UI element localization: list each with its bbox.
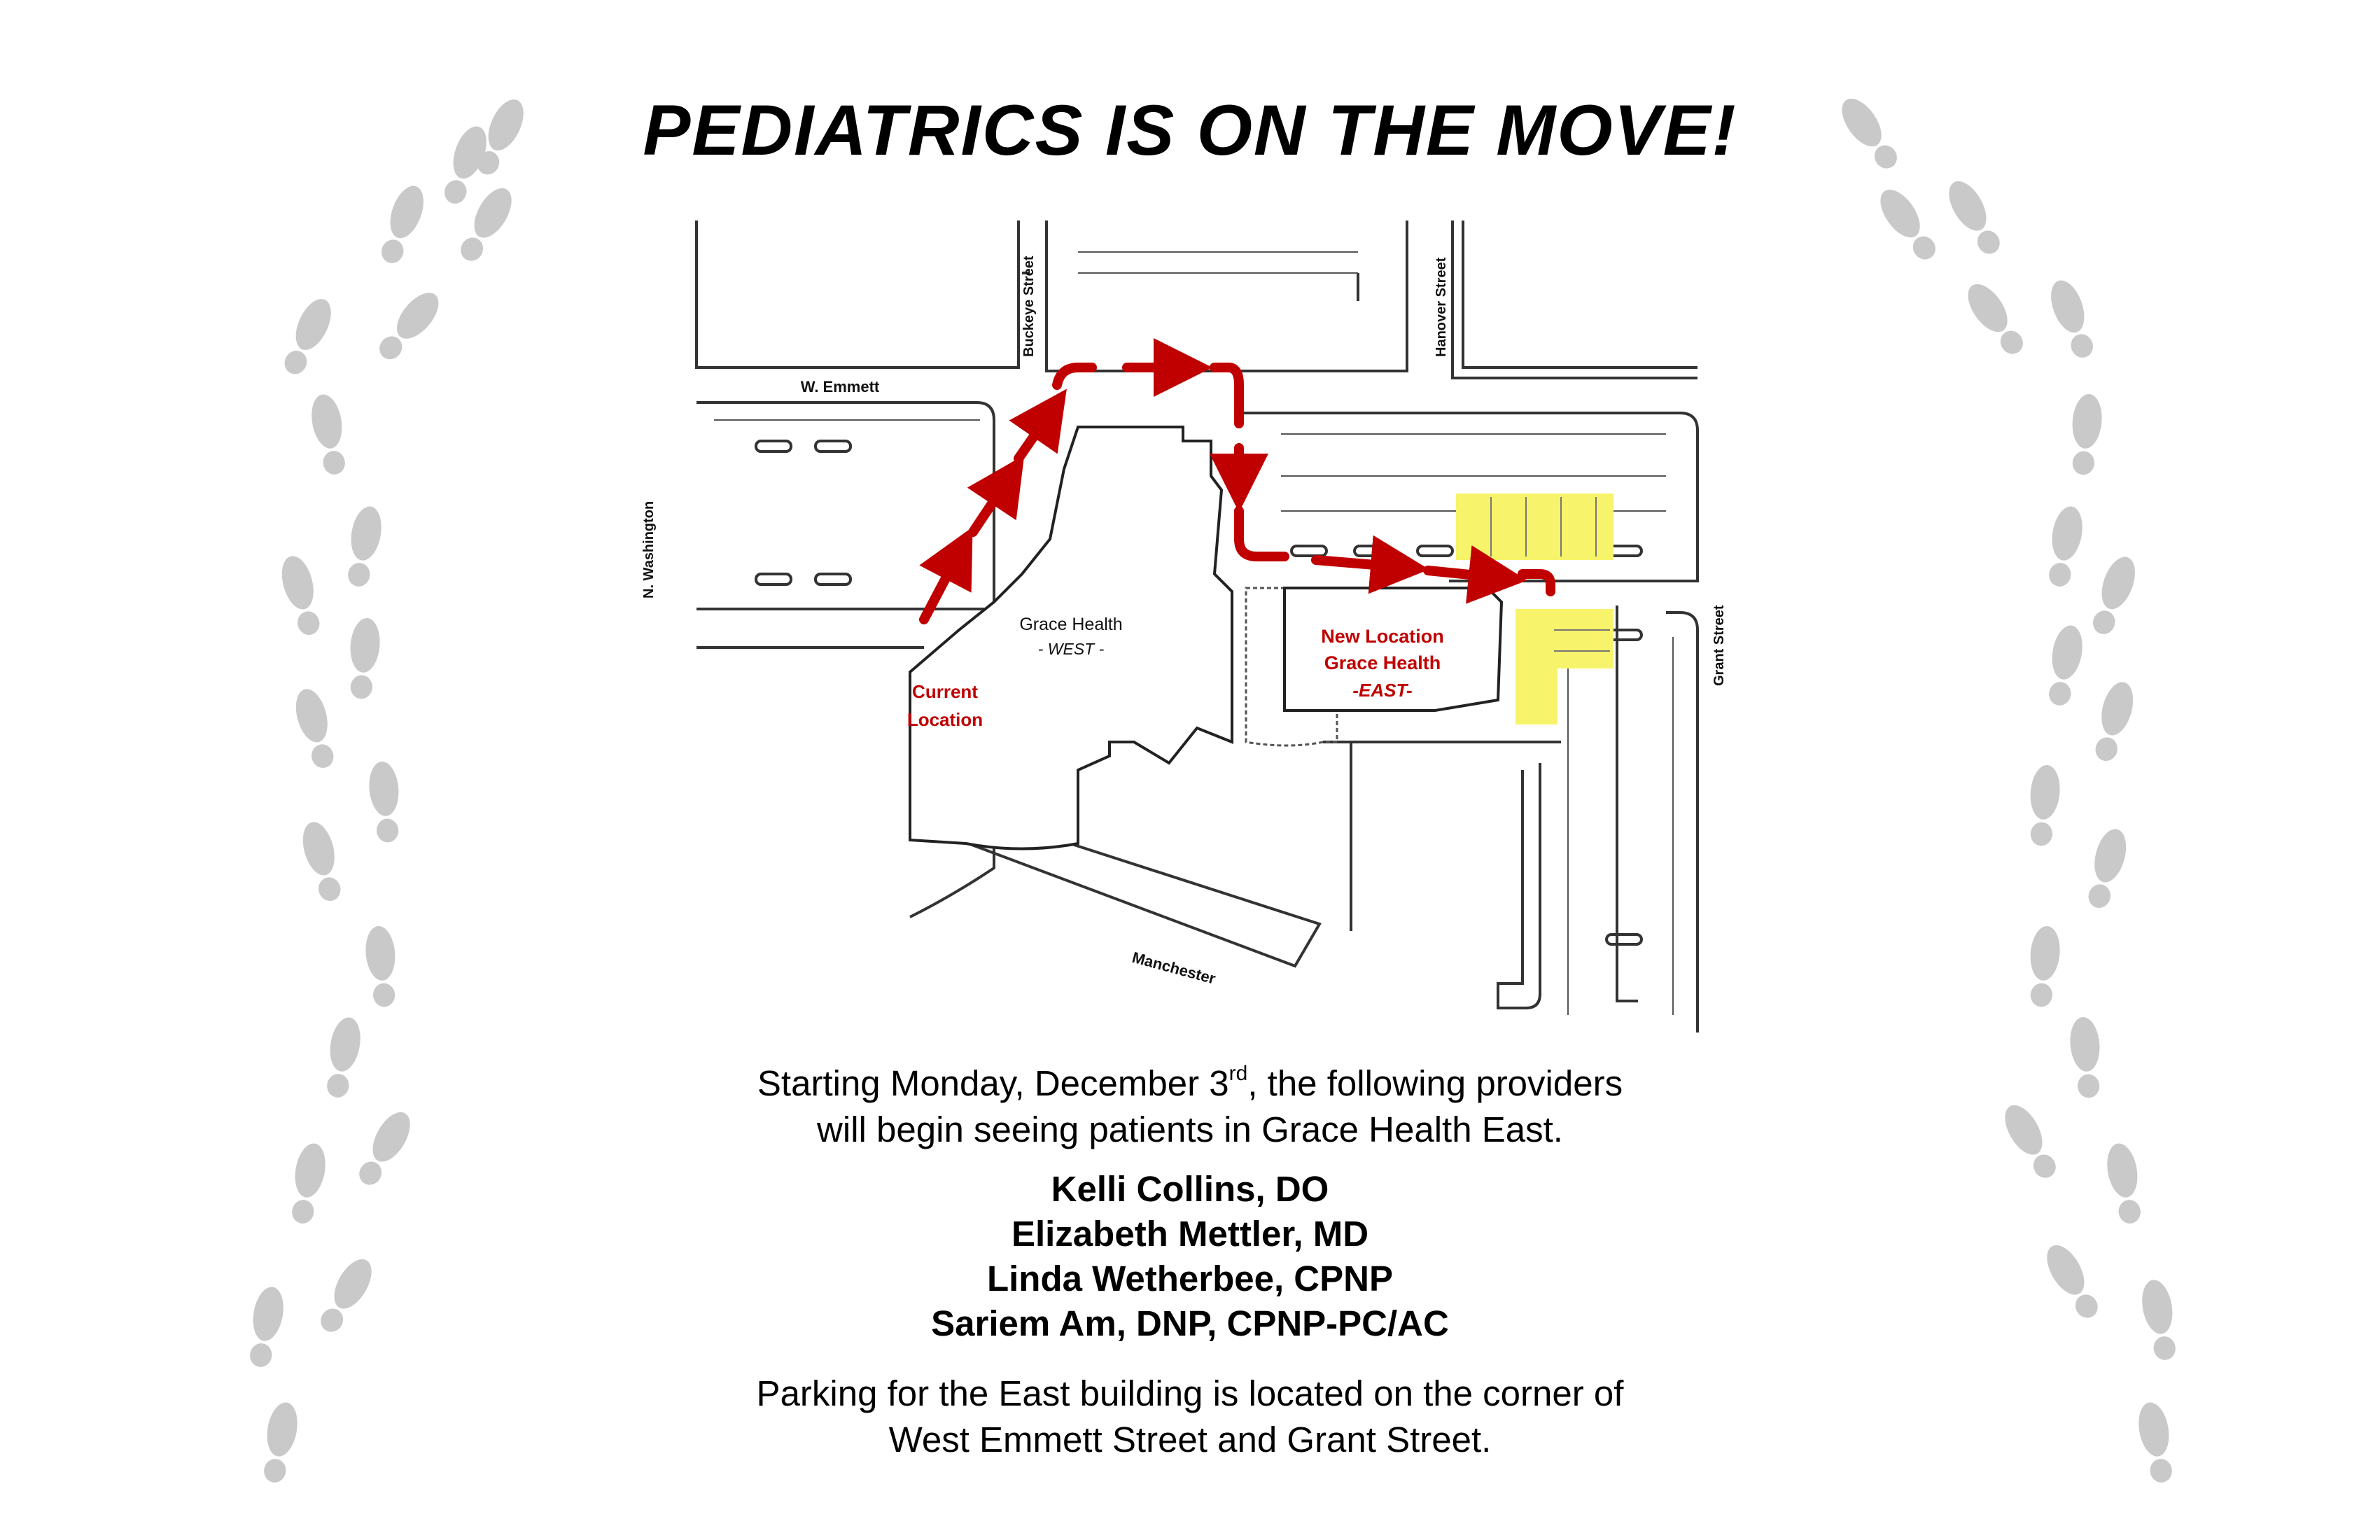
street-label-w-emmett: W. Emmett	[800, 378, 880, 396]
street-label-n-washington: N. Washington	[641, 500, 657, 598]
street-label-grant: Grant Street	[1712, 605, 1727, 686]
street-label-hanover: Hanover Street	[1434, 257, 1449, 357]
new-location-label-3: -EAST-	[1352, 680, 1413, 701]
ordinal-suffix: rd	[1228, 1062, 1248, 1085]
west-building-sublabel: - WEST -	[1037, 640, 1105, 658]
intro-line-2: will begin seeing patients in Grace Health East.	[817, 1110, 1563, 1149]
intro-text	[0, 1060, 2380, 1153]
new-location-label: New Location	[1321, 626, 1444, 647]
parking-note	[0, 1371, 2380, 1463]
west-building	[910, 427, 1232, 849]
street-label-buckeye: Buckeye Street	[1021, 255, 1037, 357]
provider-name: Sariem Am, DNP, CPNP-PC/AC	[931, 1303, 1449, 1343]
west-building-label: Grace Health	[1019, 615, 1123, 634]
current-location-label: Current	[912, 681, 978, 702]
street-label-manchester: Manchester	[1130, 948, 1218, 988]
parking-line-2: West Emmett Street and Grant Street.	[888, 1420, 1492, 1460]
parking-line-1: Parking for the East building is located on the corner of	[756, 1373, 1624, 1413]
page-title: PEDIATRICS IS ON THE MOVE!	[643, 90, 1737, 170]
intro-line-1: Starting Monday, December 3rd, the following providers	[757, 1062, 1623, 1103]
campus-map	[630, 210, 1743, 1050]
provider-name: Linda Wetherbee, CPNP	[986, 1259, 1393, 1298]
provider-name: Elizabeth Mettler, MD	[1011, 1214, 1369, 1254]
provider-name: Kelli Collins, DO	[1051, 1169, 1329, 1209]
provider-list	[0, 1167, 2380, 1346]
new-location-label-2: Grace Health	[1324, 652, 1441, 673]
current-location-label-2: Location	[906, 709, 983, 730]
